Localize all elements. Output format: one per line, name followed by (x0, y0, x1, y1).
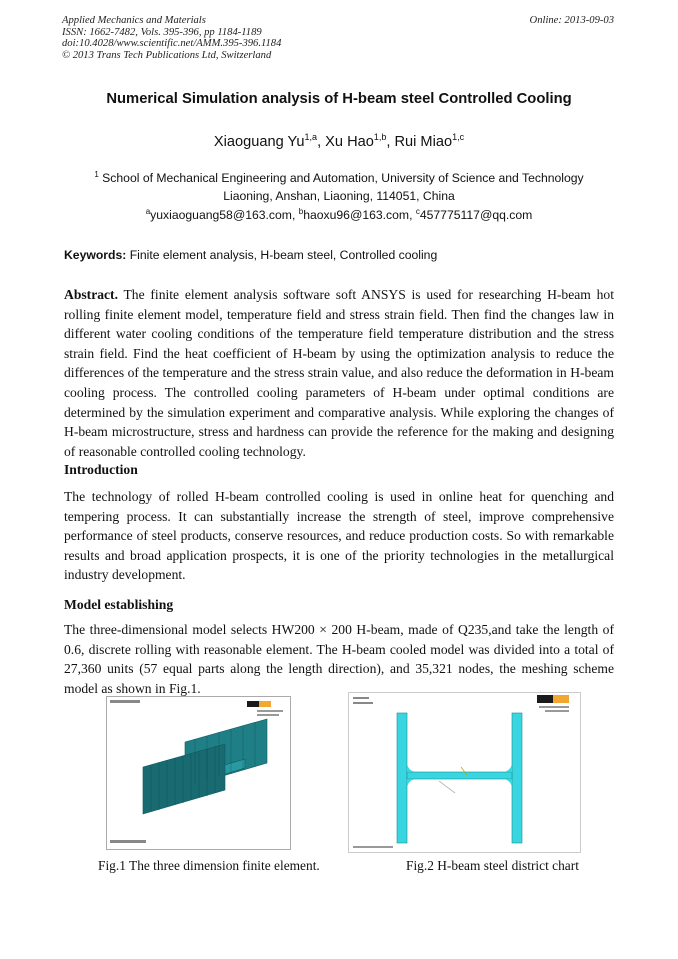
affiliation-line1: School of Mechanical Engineering and Automation, University of Science and Technology (102, 171, 584, 186)
email-b: haoxu96@163.com, (303, 208, 416, 223)
introduction-paragraph: The technology of rolled H-beam controlled cooling is used in online heat for quenching and tempering process. It can substantially increase the strength of steel, improve comprehensive performance of steel products, conserve resources, and reduce production costs. So with remarkable results and broad application prospects, it is one of the priority technologies in the metallurgical industry development. (64, 489, 614, 583)
district-illustration (349, 693, 580, 852)
keywords-label: Keywords: (64, 248, 127, 262)
email-list: $^a$yuxiaoguang58@163.com, $^b$haoxu96@163.com, $^c$457775117@qq.com (145, 207, 533, 223)
affiliation (40, 166, 638, 205)
abstract-label: Abstract. (64, 287, 118, 302)
mesh-illustration (107, 697, 290, 849)
online-date: Online: 2013-09-03 (529, 15, 614, 26)
affiliation-sup: 1 (94, 170, 99, 179)
journal-doi: doi:10.4028/www.scientific.net/AMM.395-396.1184 (62, 38, 282, 49)
section-heading-model: Model establishing (64, 597, 174, 612)
abstract-text: The finite element analysis software soft ANSYS is used for researching H-beam hot rolling finite element model, temperature field and stress strain field. Then find the changes law in different water cooling conditions of the temperature field temperature distribution and the stress strain field. Find the heat coefficient of H-beam by using the optimization analysis to reduce the differences of the temperature and the stress strain value, and also reduce the deformation in H-beam cooling process. The controlled cooling parameters of H-beam under optimal conditions are determined by the simulation experiment and comparative analysis. While exploring the changes of H-beam microstructure, stress and hardness can provide the reference for the making and designing of reasonable controlled cooling technology. (64, 287, 614, 459)
author-sup: 1,b (373, 132, 387, 142)
email-c: 457775117@qq.com (419, 208, 533, 223)
journal-issn: ISSN: 1662-7482, Vols. 395-396, pp 1184-1189 (62, 26, 262, 38)
keywords-text: Finite element analysis, H-beam steel, Controlled cooling (126, 248, 438, 262)
author-sep: , (317, 133, 326, 150)
figure-2-caption: Fig.2 H-beam steel district chart (406, 858, 579, 873)
author-list (40, 132, 638, 150)
author-sup: 1,c (452, 132, 465, 142)
figure-1-mesh-image (106, 696, 291, 850)
affiliation-line2: Liaoning, Anshan, Liaoning, 114051, China (223, 189, 455, 204)
journal-copyright: © 2013 Trans Tech Publications Ltd, Switzerland (62, 49, 272, 61)
journal-header (62, 15, 281, 61)
author-name: Xiaoguang Yu (213, 133, 305, 150)
journal-name: Applied Mechanics and Materials (62, 15, 206, 26)
model-paragraph: The three-dimensional model selects HW200 × 200 H-beam, made of Q235,and take the length of 0.6, discrete rolling with reasonable element. The H-beam cooled model was divided into a total of 27,360 units (57 equal parts along the length direction), and 35,321 nodes, the meshing scheme model as shown in Fig.1. (64, 622, 614, 696)
abstract (64, 285, 614, 461)
author-name: Rui Miao (394, 133, 453, 150)
figure-1-caption: Fig.1 The three dimension finite element. (98, 858, 320, 873)
section-heading-introduction: Introduction (64, 462, 138, 477)
author-sup: 1,a (304, 132, 318, 142)
figure-2-district-chart-image (348, 692, 581, 853)
email-a: yuxiaoguang58@163.com, (150, 208, 299, 223)
paper-title: Numerical Simulation analysis of H-beam steel Controlled Cooling (106, 91, 572, 107)
keywords (64, 248, 437, 262)
author-sep: , (386, 133, 395, 150)
author-name: Xu Hao (325, 133, 374, 150)
